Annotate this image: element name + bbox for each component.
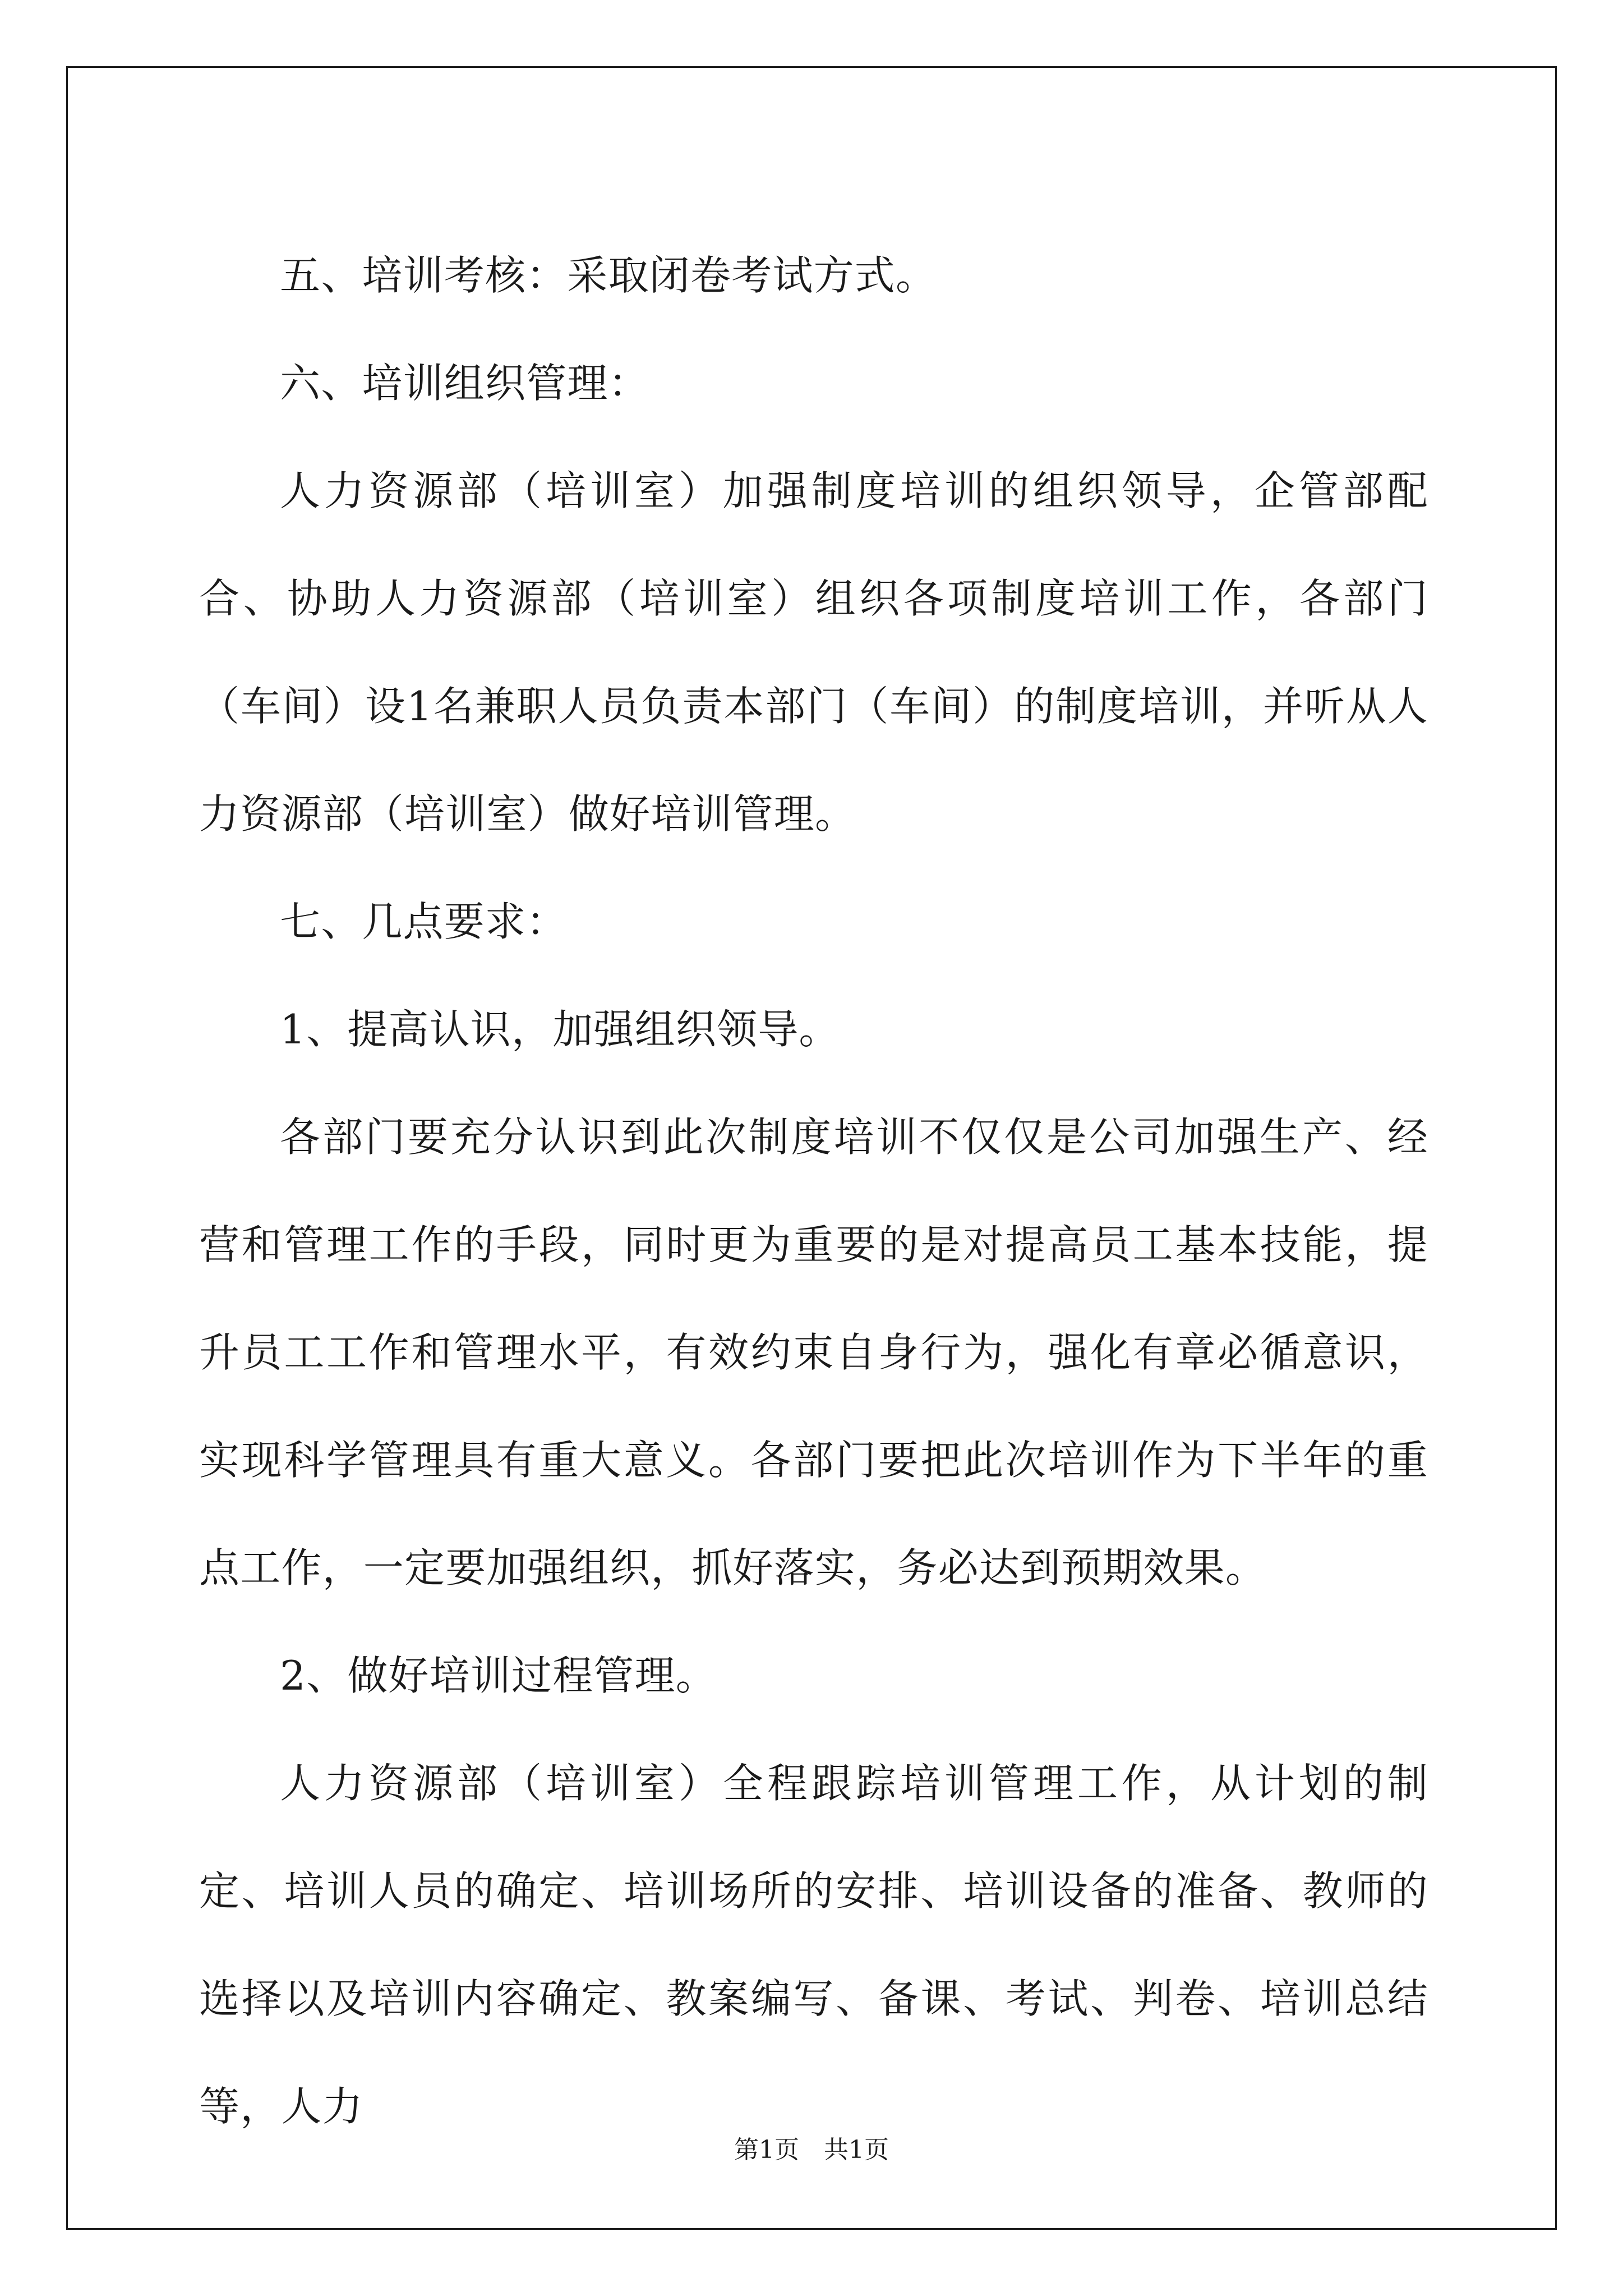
paragraph-item-1-body: 各部门要充分认识到此次制度培训不仅仅是公司加强生产、经营和管理工作的手段，同时更为重要的是对提高员工基本技能，提升员工工作和管理水平，有效约束自身行为，强化有章必循意识，实现科学管理具有重大意义。各部门要把此次培训作为下半年的重点工作，一定要加强组织，抓好落实，务必达到预期效果。 (199, 1114, 1428, 1591)
paragraph-item-1-heading: 1、提高认识，加强组织领导。 (280, 1006, 840, 1053)
page-footer (0, 2134, 1623, 2166)
paragraph-item-2-body: 人力资源部（培训室）全程跟踪培训管理工作，从计划的制定、培训人员的确定、培训场所的安排、培训设备的准备、教师的选择以及培训内容确定、教案编写、备课、考试、判卷、培训总结等，人力 (199, 1760, 1428, 2130)
page-total: 共1页 (824, 2136, 889, 2164)
paragraph-section-7-heading: 七、几点要求： (280, 898, 568, 945)
paragraph-section-5: 五、培训考核：采取闭卷考试方式。 (280, 252, 937, 299)
paragraph-item-2-heading: 2、做好培训过程管理。 (280, 1652, 717, 1699)
document-body (199, 222, 1428, 2160)
page-number: 第1页 (734, 2136, 799, 2164)
paragraph-section-6-body: 人力资源部（培训室）加强制度培训的组织领导，企管部配合、协助人力资源部（培训室）组织各项制度培训工作，各部门（车间）设1名兼职人员负责本部门（车间）的制度培训，并听从人力资源部（培训室）做好培训管理。 (199, 467, 1428, 838)
paragraph-section-6-heading: 六、培训组织管理： (280, 360, 649, 407)
